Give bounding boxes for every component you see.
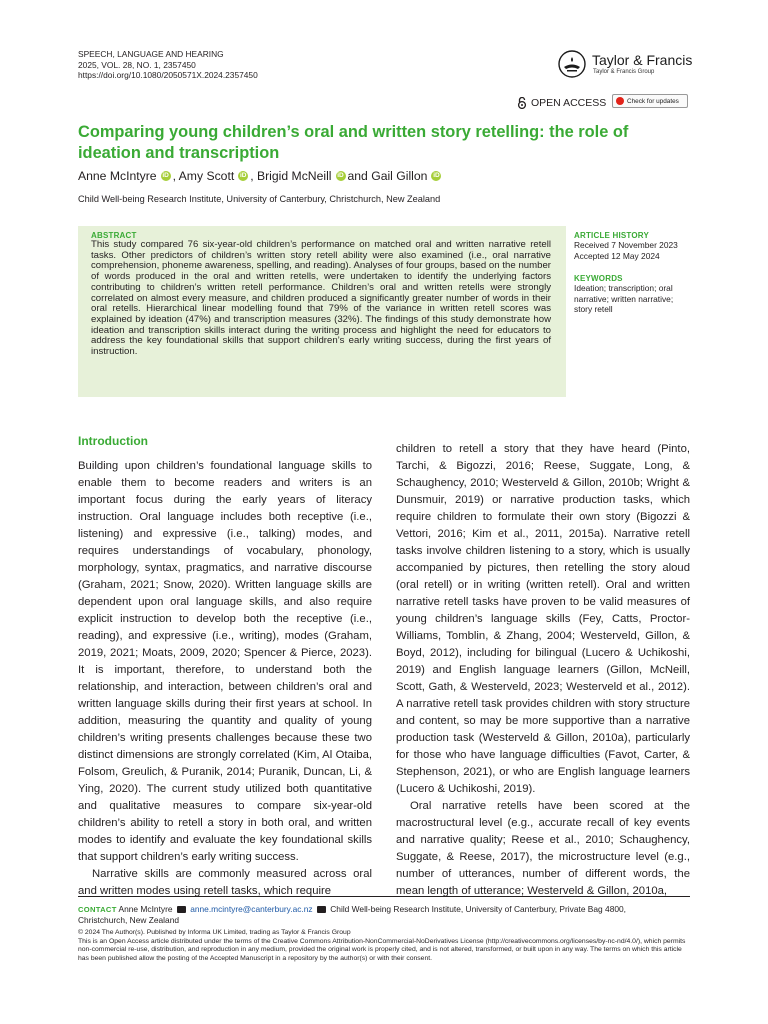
publisher-lamp-icon [558, 50, 586, 78]
orcid-icon[interactable]: iD [433, 172, 440, 179]
title-line-2: ideation and transcription [78, 144, 280, 162]
email-icon [177, 906, 186, 913]
received-date: Received 7 November 2023 [574, 240, 678, 250]
author-name[interactable]: Anne McIntyre [78, 169, 157, 183]
address-icon [317, 906, 326, 913]
update-icon [616, 97, 624, 105]
orcid-icon[interactable]: iD [337, 172, 344, 179]
contact-name: Anne McIntyre [118, 904, 173, 914]
title-line-1: Comparing young children’s oral and written story retelling: the role of [78, 123, 629, 141]
footer-rule [78, 896, 690, 897]
open-lock-icon [517, 97, 527, 109]
journal-doi[interactable]: https://doi.org/10.1080/2050571X.2024.2357450 [78, 70, 258, 81]
journal-info [78, 49, 258, 81]
open-access-badge [517, 97, 606, 109]
body-paragraph: Narrative skills are commonly measured across oral and written modes using retell tasks, which require [78, 868, 372, 897]
keywords-line: story retell [574, 304, 613, 315]
orcid-icon[interactable]: iD [239, 172, 247, 179]
keywords-heading: KEYWORDS [574, 274, 623, 283]
contact-label: CONTACT [78, 905, 117, 914]
abstract-heading: ABSTRACT [91, 231, 137, 240]
body-paragraph: Oral narrative retells have been scored at the macrostructural level (e.g., accurate recall of key events and narrative quality; Reese et al., 2010; Schaughency, Suggate, & Reese, 2017), the microstructure level (e.g., number of utterances, number of different words, the mean length of utterance; Westerveld & Gillon, 2010a, [396, 800, 690, 897]
copyright-line: © 2024 The Author(s). Published by Informa UK Limited, trading as Taylor & Francis Group [78, 929, 351, 936]
license-text: This is an Open Access article distributed under the terms of the Creative Commons Attribution-NonCommercial-NoDerivatives License (http://creativecommons.org/licenses/by-nc-nd/4.0/), which permits non-commercial re-use, distribution, and reproduction in any medium, provided the original work is properly cited, and is not altered, transformed, or built upon in any way. The terms on which this article has been published allow the posting of the Accepted Manuscript in a repository by the author(s) or with their consent. [78, 937, 686, 963]
body-paragraph: children to retell a story that they have heard (Pinto, Tarchi, & Bigozzi, 2016; Reese, Suggate, Long, & Schaughency, 2010; Westerveld & Gillon, 2010b; Wright & Dunsmuir, 2019) or narrative production tasks, which require children to formulate their own story (Bigozzi & Vettori, 2016; Kim et al., 2011, 2015a). Narrative retell tasks involve children listening to a story, which is usually accompanied by pictures, then retelling the story aloud (oral retell) or in writing (written retell). Oral and written narrative retell tasks have proven to be valid measures of young children’s language skills (Fey, Catts, Proctor-Williams, Tomblin, & Zhang, 2004; Westerveld, Gillon, & Boyd, 2012), including for bilingual (Lucero & Uchikoshi, 2019) and English language learners (Gillon, McNeill, Scott, Gath, & Westerveld, 2023; Westerveld et al., 2012). A narrative retell task provides children with story structure and content, so may be more supportive than a narrative production task (Westerveld & Gillon, 2010a), particularly for those who have language difficulties (Favot, Carter, & Stephenson, 2021), or who are English language learners (Lucero & Uchikoshi, 2019). [396, 443, 690, 795]
contact-block [78, 904, 690, 926]
publisher-name: Taylor & Francis [592, 52, 693, 68]
orcid-icon[interactable]: iD [162, 172, 169, 179]
keywords-line: Ideation; transcription; oral [574, 283, 673, 293]
contact-address-2: Christchurch, New Zealand [78, 915, 180, 926]
author-list [78, 169, 443, 183]
left-column [78, 458, 372, 900]
affiliation: Child Well-being Research Institute, University of Canterbury, Christchurch, New Zealand [78, 194, 441, 204]
article-history [574, 231, 678, 261]
check-for-updates-button[interactable] [612, 94, 688, 108]
publisher-group: Taylor & Francis Group [593, 69, 655, 75]
right-column [396, 441, 690, 900]
keywords-line: narrative; written narrative; [574, 293, 674, 304]
contact-email[interactable]: anne.mcintyre@canterbury.ac.nz [190, 904, 313, 914]
article-history-heading: ARTICLE HISTORY [574, 231, 650, 240]
author-name[interactable]: and Gail Gillon [347, 169, 428, 183]
author-name[interactable]: , Brigid McNeill [250, 169, 332, 183]
body-paragraph: Building upon children’s foundational language skills to enable them to become readers and writers is an important focus during the early years of literacy instruction. Oral language includes both receptive (i.e., listening) and expressive (i.e., talking) modes, and requires understandings of vocabulary, phonology, morphology, syntax, pragmatics, and narrative discourse (Graham, 2021; Snow, 2020). Written language skills are dependent upon oral language skills, and also require explicit instruction to develop both the receptive (i.e., reading), and expressive (i.e., writing), modes (Graham, 2019, 2021; Moats, 2009, 2020; Spencer & Pierce, 2023). It is important, therefore, to understand both the relationship, and interaction, between children’s oral and written language skills during their first years at school. In addition, measuring the quantity and quality of young children’s writing presents challenges because these two distinct dimensions are strongly correlated (Kim, Al Otaiba, Folsom, Greulich, & Puranik, 2014; Puranik, Duncan, Li, & Ying, 2020). The current study utilized both quantitative and qualitative measures to compare six-year-old children’s ability to retell a story in both oral, and written modes to identify and evaluate the key foundational skills that support children’s early writing success. [78, 460, 372, 863]
article-title [78, 122, 688, 164]
contact-address: Child Well-being Research Institute, University of Canterbury, Private Bag 4800, [330, 904, 626, 914]
abstract-text: This study compared 76 six-year-old children’s performance on matched oral and written narrative retell tasks. Other predictors of children’s written story retell ability were also examined (i.e., oral narrative comprehension, phoneme awareness, spelling, and reading). Analyses of four groups, based on the number of words produced in the oral and written retells, were undertaken to identify the underlying factors contributing to children’s written retell performance. Children’s oral and written retells were strongly correlated on almost every measure, and children produced a significantly greater number of words in their oral retells. Hierarchical linear modelling found that 79% of the variance in written retell scores was explained by ideation (47%) and transcription measures (32%). The findings of this study demonstrate how ideation and transcription skills interact during the writing process and highlight the need for educators to address the key foundational skills that support children’s early writing success, during the first years of instruction. [91, 239, 551, 358]
introduction-heading: Introduction [78, 434, 148, 448]
accepted-date: Accepted 12 May 2024 [574, 250, 660, 261]
keywords [574, 274, 673, 315]
publisher-logo[interactable] [558, 50, 692, 80]
journal-volume: 2025, VOL. 28, NO. 1, 2357450 [78, 59, 196, 70]
open-access-label: OPEN ACCESS [531, 97, 607, 109]
copyright-block [78, 929, 690, 964]
check-updates-label: Check for updates [627, 97, 679, 105]
author-name[interactable]: , Amy Scott [172, 169, 235, 183]
journal-name: SPEECH, LANGUAGE AND HEARING [78, 49, 224, 59]
